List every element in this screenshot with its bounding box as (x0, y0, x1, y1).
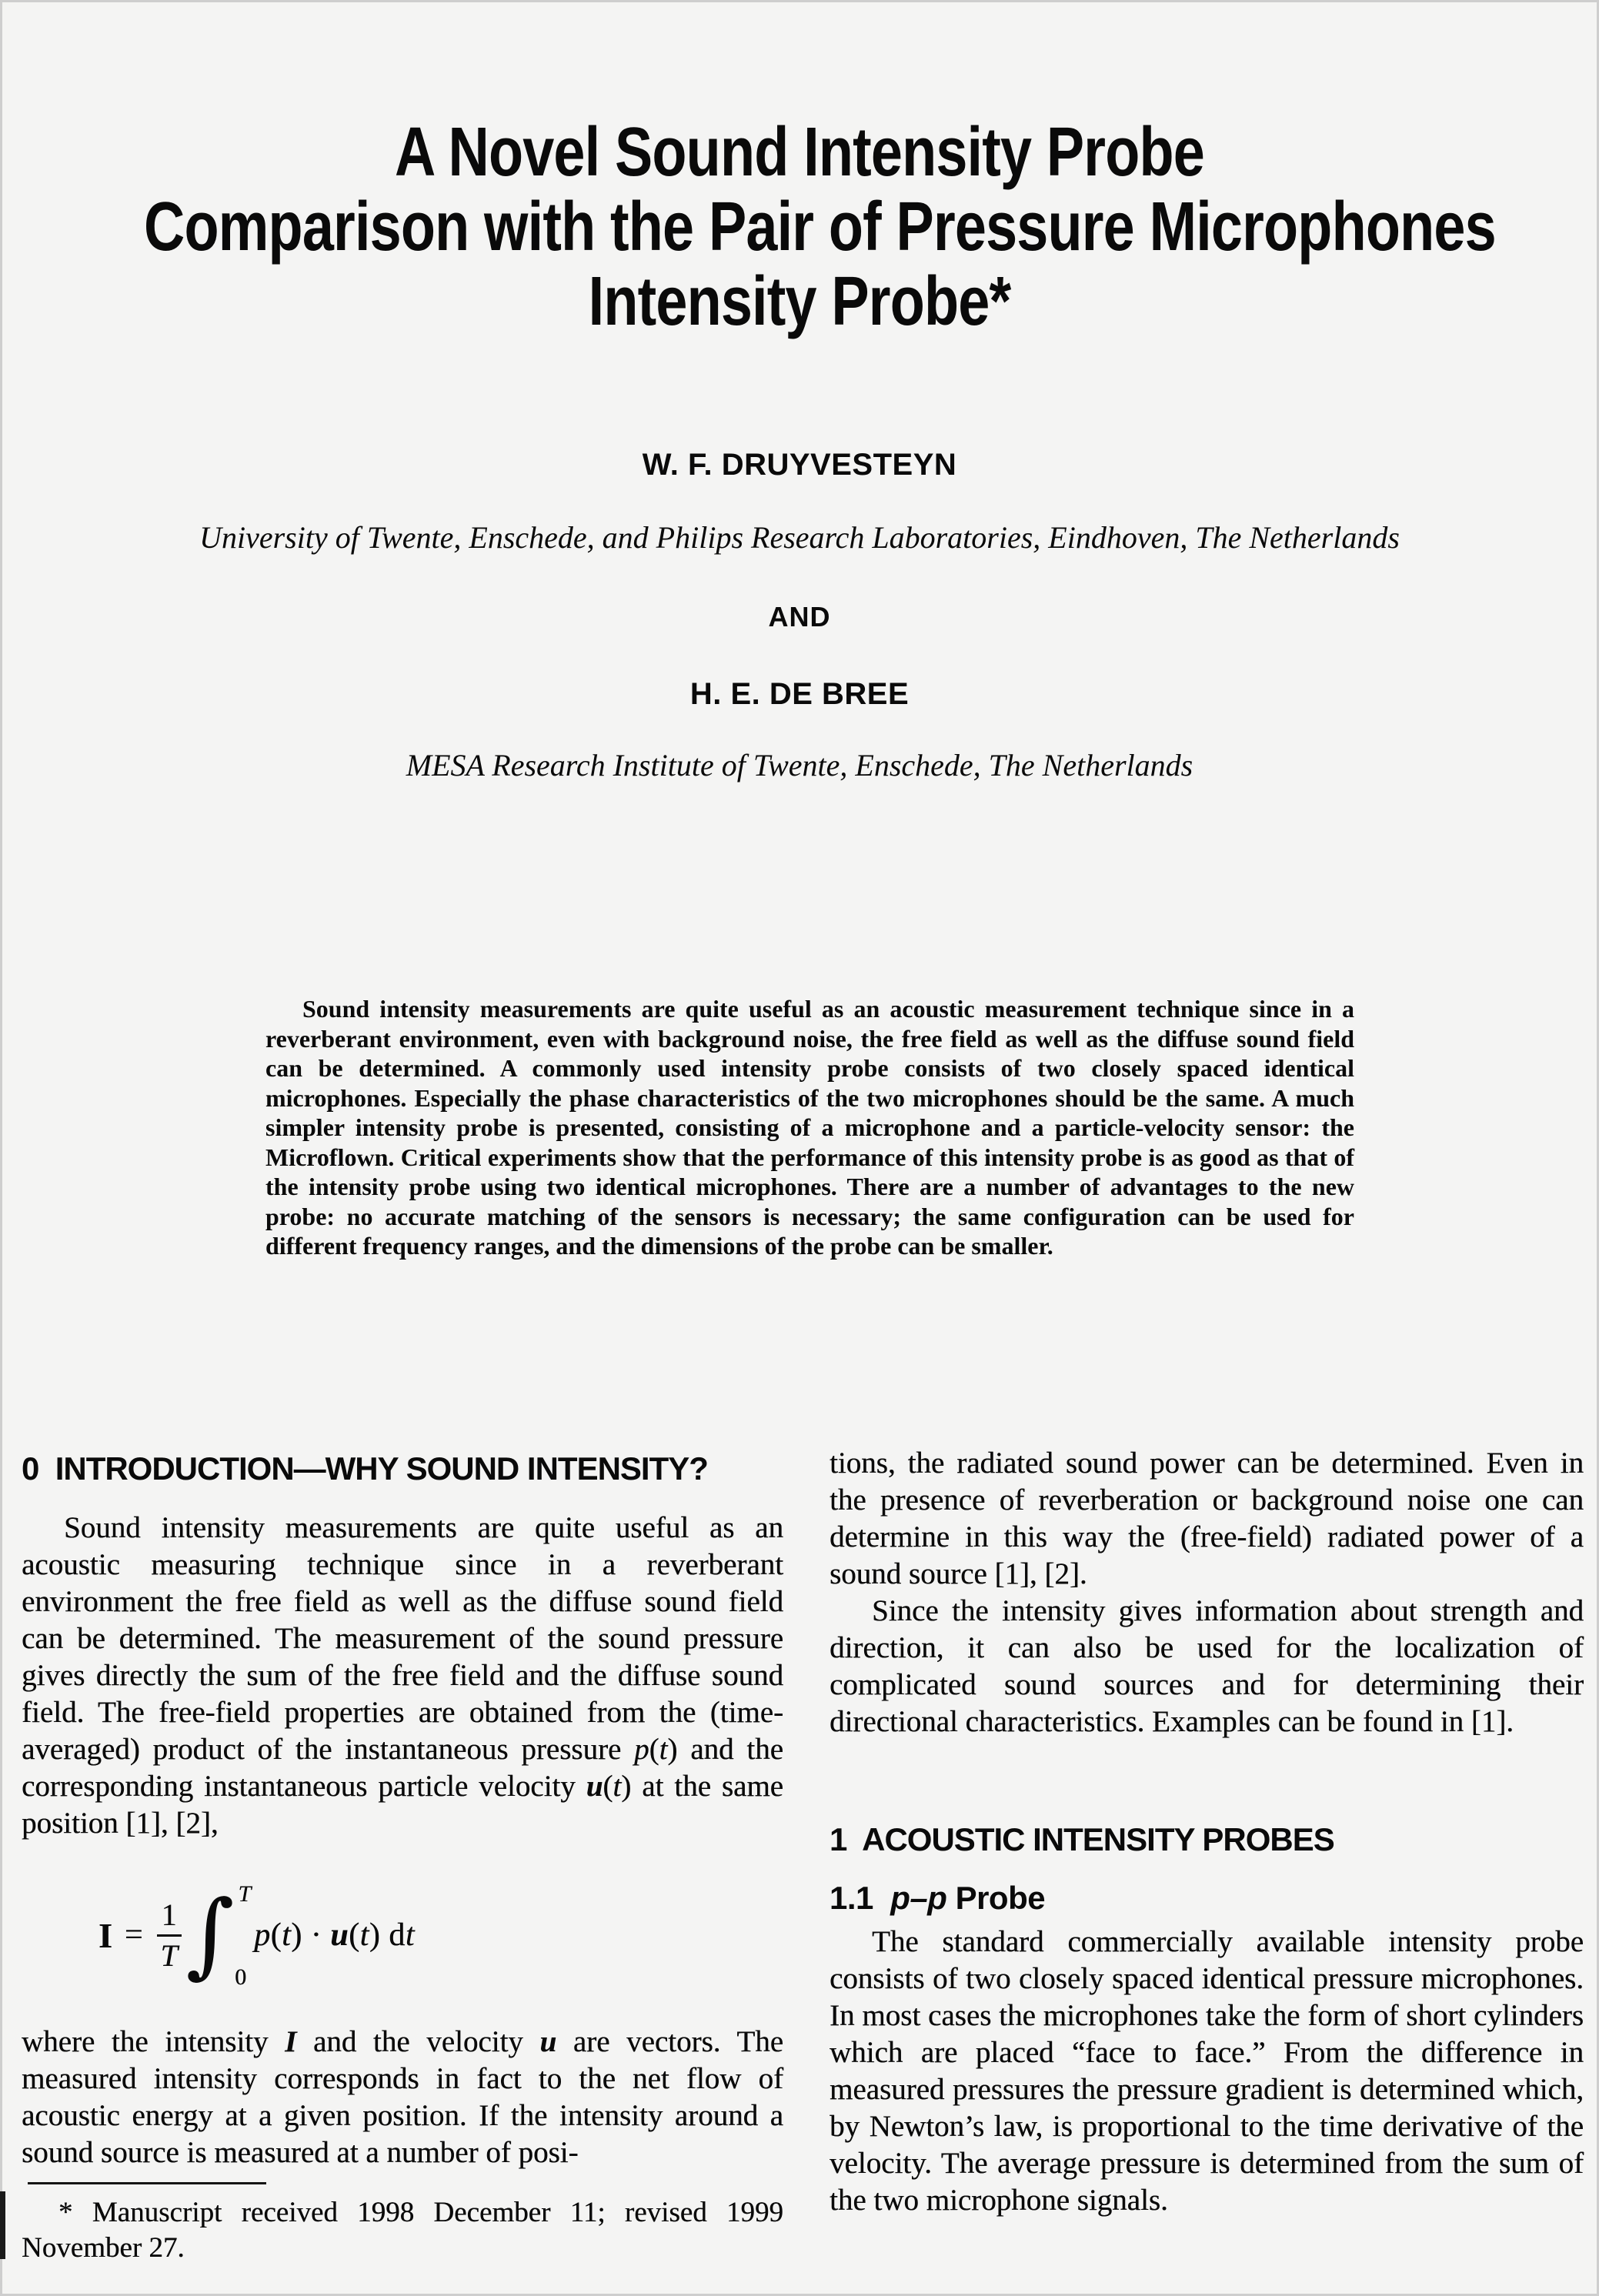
title-line-2: Comparison with the Pair of Pressure Microphones (144, 189, 1496, 265)
equation-equals-sign: = (124, 1917, 143, 1953)
integral-upper-limit: T (238, 1881, 252, 1907)
section-1-1-heading: 1.1 p–p Probe (830, 1880, 1046, 1916)
authors-and-separator: AND (768, 601, 831, 632)
fraction-numerator: 1 (161, 1897, 177, 1932)
fraction-denominator: T (160, 1937, 178, 1973)
author-1-affiliation: University of Twente, Enschede, and Philips Research Laboratories, Eindhoven, The Netherlands (199, 520, 1400, 555)
continuation-paragraph: tions, the radiated sound power can be determined. Even in the presence of reverberation or background noise one can determine in this way the (free-field) radiated power of a sound source [1], [2]. (830, 1447, 1584, 1590)
abstract-paragraph: Sound intensity measurements are quite useful as an acoustic measurement technique since in a reverberant environment, even with background noise, the free field as well as the diffuse sound field can be determined. A commonly used intensity probe consists of two closely spaced identical microphones. Especially the phase characteristics of the two microphones should be the same. A much simpler intensity probe is presented, consisting of a microphone and a particle-velocity sensor: the Microflown. Critical experiments show that the performance of this intensity probe is as good as that of the intensity probe using two identical microphones. There are a number of advantages to the new probe: no accurate matching of the sensors is necessary; the same configuration can be used for different frequency ranges, and the dimensions of the probe can be smaller. (265, 995, 1354, 1260)
author-2-affiliation: MESA Research Institute of Twente, Enschede, The Netherlands (406, 748, 1193, 783)
fraction-bar (157, 1934, 182, 1937)
integral-symbol (185, 1881, 252, 1990)
introduction-heading: 0 INTRODUCTION—WHY SOUND INTENSITY? (22, 1450, 708, 1487)
section-1-heading: 1 ACOUSTIC INTENSITY PROBES (830, 1821, 1334, 1857)
right-column (830, 1445, 1584, 2219)
scan-edge-artifact (0, 2191, 5, 2259)
integral-lower-limit: 0 (235, 1964, 247, 1990)
introduction-paragraph: Sound intensity measurements are quite useful as an acoustic measuring technique since in a reverberant environment the free field as well as the diffuse sound field can be determined. The measurement of the sound pressure gives directly the sum of the free field and the diffuse sound field. The free-field properties are obtained from the (time-averaged) product of the instantaneous pressure p(t) and the corresponding instantaneous particle velocity u(t) at the same position [1], [2], (22, 1511, 783, 1840)
author-2-name: H. E. DE BREE (689, 677, 910, 711)
where-paragraph: where the intensity I and the velocity u are vectors. The measured intensity corresponds in fact to the net flow of acoustic energy at a given position. If the intensity around a sound source is measured at a number of posi- (22, 2025, 784, 2169)
title-line-1: A Novel Sound Intensity Probe (395, 114, 1204, 191)
author-block (0, 446, 1599, 785)
pp-probe-paragraph: The standard commercially available intensity probe consists of two closely spaced identical pressure microphones. In most cases the microphones take the form of short cylinders which are placed “face to face.” From the difference in measured pressures the pressure gradient is determined which, by Newton’s law, is proportional to the time derivative of the velocity. The average pressure is determined from the sum of the two microphone signals. (830, 1925, 1584, 2217)
intensity-equation (98, 1877, 783, 1993)
equation-integrand: p(t) · u(t) dt (254, 1917, 415, 1953)
equation-fraction (157, 1899, 182, 1972)
localization-paragraph: Since the intensity gives information about strength and direction, it can also be used for the localization of complicated sound sources and for determining their directional characteristics. Examples can be found in [1]. (830, 1594, 1584, 1738)
footnote-rule (28, 2182, 266, 2184)
author-1-name: W. F. DRUYVESTEYN (642, 448, 957, 482)
paper-title (0, 115, 1599, 339)
equation-lhs: I (98, 1915, 112, 1955)
integral-glyph: ∫ (185, 1881, 235, 1988)
footnote-text: * Manuscript received 1998 December 11; revised 1999 November 27. (22, 2197, 783, 2264)
title-line-3: Intensity Probe* (588, 263, 1011, 340)
left-column (22, 1450, 783, 2266)
